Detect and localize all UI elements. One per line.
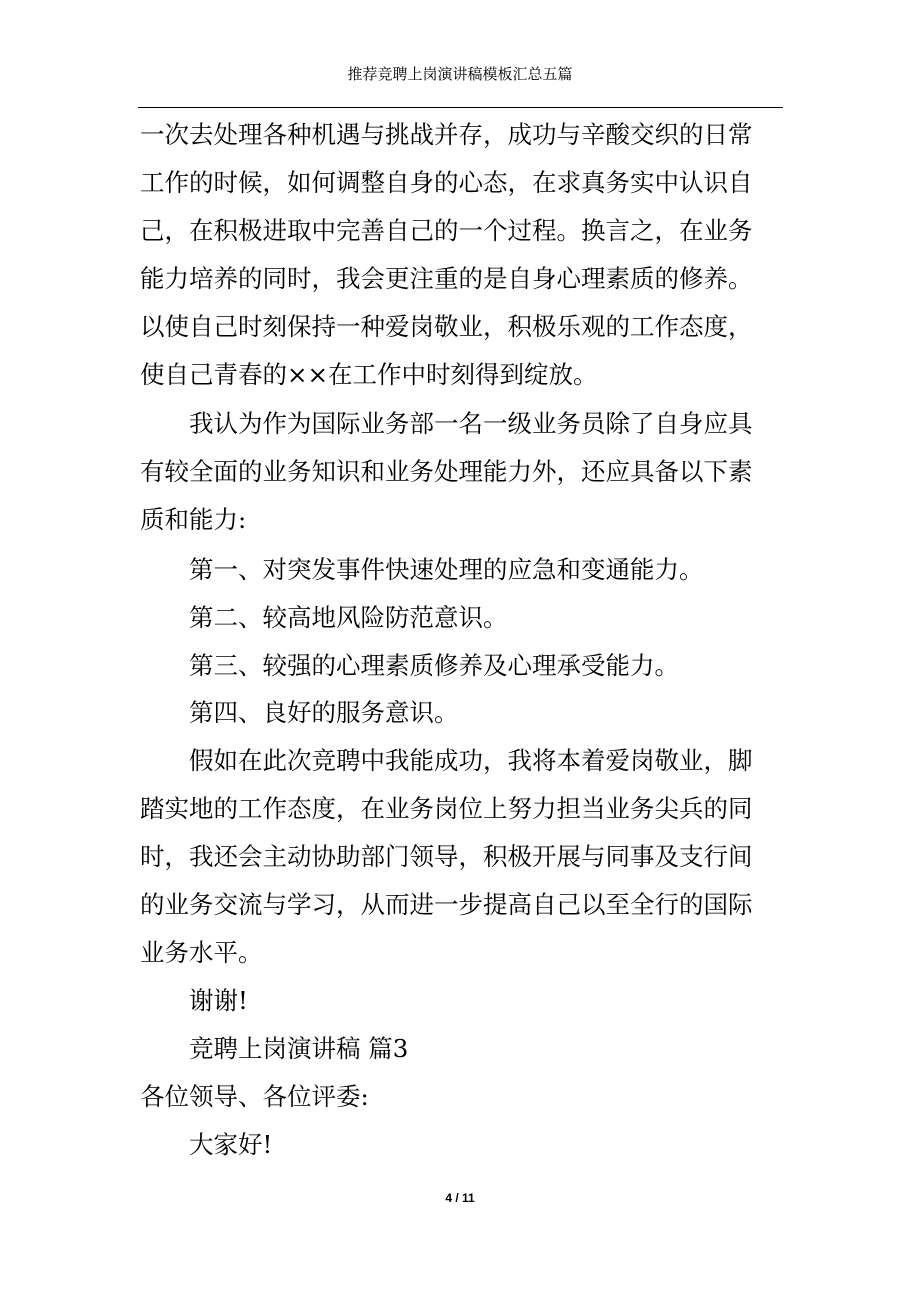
paragraph-first-line: 假如在此次竞聘中我能成功，我将本着爱岗敬业，脚 [189, 746, 753, 775]
body-line: 以使自己时刻保持一种爱岗敬业，积极乐观的工作态度， [140, 312, 753, 341]
greeting: 大家好! [189, 1130, 273, 1159]
body-line: 质和能力: [140, 505, 247, 534]
header-divider [138, 107, 783, 108]
list-item-third: 第三、较强的心理素质修养及心理承受能力。 [189, 651, 679, 680]
body-line: 有较全面的业务知识和业务处理能力外，还应具备以下素 [140, 457, 753, 486]
body-line: 一次去处理各种机遇与挑战并存，成功与辛酸交织的日常 [140, 120, 753, 149]
body-line: 业务水平。 [140, 938, 263, 967]
list-item-first: 第一、对突发事件快速处理的应急和变通能力。 [189, 555, 704, 584]
body-line: 的业务交流与学习，从而进一步提高自己以至全行的国际 [140, 890, 753, 919]
page-number: 4 / 11 [445, 1191, 475, 1205]
paragraph-first-line: 我认为作为国际业务部一名一级业务员除了自身应具 [189, 409, 753, 438]
body-line: 使自己青春的××在工作中时刻得到绽放。 [140, 360, 598, 389]
body-line: 己，在积极进取中完善自己的一个过程。换言之，在业务 [140, 216, 753, 245]
closing-thanks: 谢谢! [189, 986, 248, 1015]
body-line: 踏实地的工作态度，在业务岗位上努力担当业务尖兵的同 [140, 794, 753, 823]
list-item-fourth: 第四、良好的服务意识。 [189, 698, 459, 727]
section-heading: 竞聘上岗演讲稿 篇3 [189, 1034, 409, 1063]
body-line: 工作的时候，如何调整自身的心态，在求真务实中认识自 [140, 168, 753, 197]
body-line: 时，我还会主动协助部门领导，积极开展与同事及支行间 [140, 842, 753, 871]
page-header-title: 推荐竞聘上岗演讲稿模板汇总五篇 [347, 65, 573, 83]
list-item-second: 第二、较高地风险防范意识。 [189, 603, 508, 632]
body-line: 能力培养的同时，我会更注重的是自身心理素质的修养。 [140, 264, 753, 293]
salutation: 各位领导、各位评委: [140, 1082, 369, 1111]
